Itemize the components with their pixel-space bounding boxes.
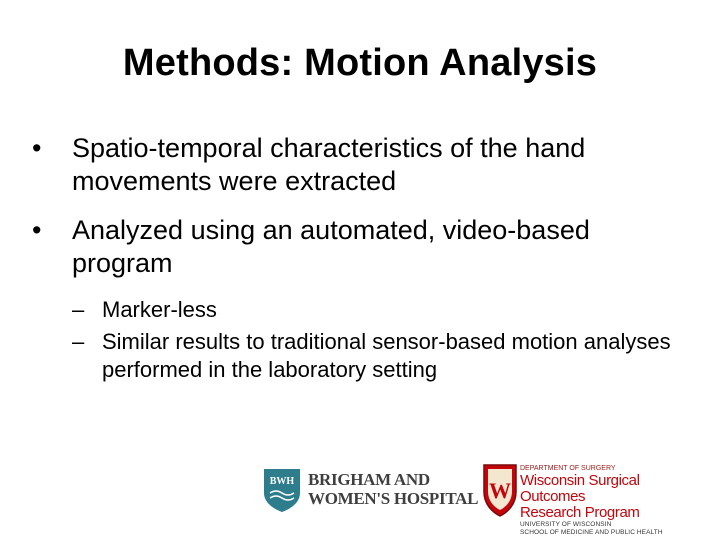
uw-crest-logo [482,462,518,518]
bullet-item [30,132,690,198]
bullet-text: Spatio-temporal characteristics of the hand movements were extracted [72,133,586,196]
bwh-wordmark [308,470,478,508]
sub-bullet-text: Similar results to traditional sensor-based motion analyses performed in the laboratory setting [102,329,671,382]
bullet-text: Analyzed using an automated, video-based program [72,215,590,278]
uw-dept: DEPARTMENT OF SURGERY [520,465,616,472]
uw-program-line1: Wisconsin Surgical Outcomes [520,472,640,505]
sub-bullet-text: Marker-less [102,297,217,322]
bwh-abbr: BWH [269,476,295,487]
sub-bullet-marker: – [72,297,85,322]
bullet-item [30,214,690,280]
uw-wordmark [520,464,690,537]
sub-bullet-marker: – [72,329,85,354]
uw-school-line1: UNIVERSITY OF WISCONSIN [520,521,612,528]
uw-school-line2: SCHOOL OF MEDICINE AND PUBLIC HEALTH [520,529,663,536]
uw-program-line2: Research Program [520,504,640,521]
bwh-line2: WOMEN'S HOSPITAL [308,489,479,508]
uw-crest-letter: W [489,478,511,503]
bullet-list [30,132,690,388]
bwh-line1: BRIGHAM AND [308,470,430,489]
bullet-marker: • [32,133,42,163]
bwh-shield-logo [262,467,302,513]
sub-bullet-item [30,328,690,384]
sub-bullet-item [30,296,690,324]
slide-title: Methods: Motion Analysis [122,42,598,84]
logo-strip [262,462,682,536]
bullet-marker: • [32,215,42,245]
